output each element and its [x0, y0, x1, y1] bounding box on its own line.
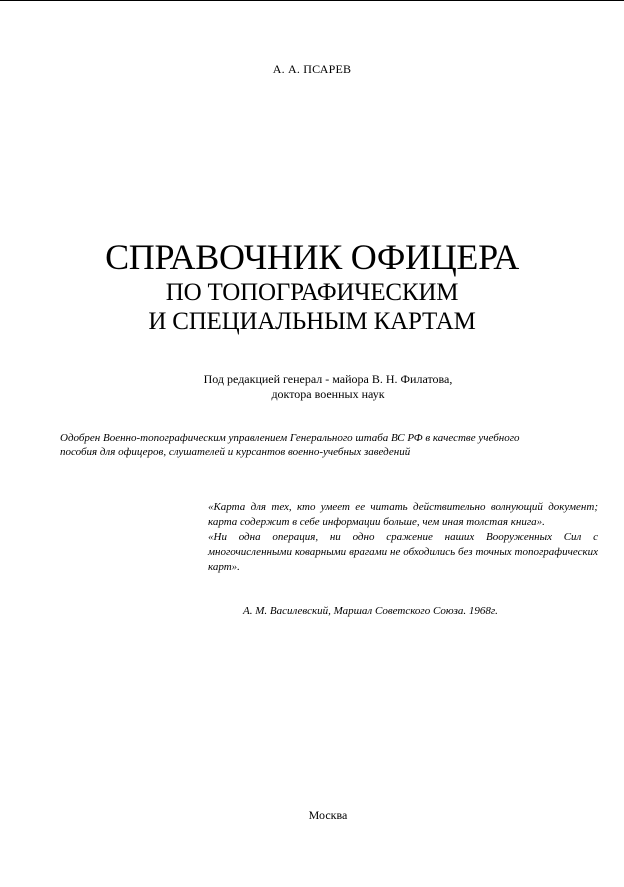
title-line-2: ПО ТОПОГРАФИЧЕСКИМ — [165, 279, 459, 306]
editor-line-1: Под редакцией генерал - майора В. Н. Филатова, — [203, 372, 453, 386]
author-name: А. А. ПСАРЕВ — [272, 62, 352, 76]
epigraph-attribution: А. М. Василевский, Маршал Советского Союза. 1968г. — [243, 605, 498, 617]
approval-line-2: пособия для офицеров, слушателей и курсантов военно-учебных заведений — [60, 446, 411, 458]
epigraph-quote-1: «Карта для тех, кто умеет ее читать действительно волнующий документ; карта содержит в себе информации больше, чем иная толстая книга». — [208, 501, 598, 528]
approval-note — [60, 431, 600, 459]
editor-credit — [0, 372, 624, 402]
top-rule — [0, 0, 624, 1]
book-title — [0, 236, 624, 336]
title-line-3: И СПЕЦИАЛЬНЫМ КАРТАМ — [148, 308, 476, 335]
approval-line-1: Одобрен Военно-топографическим управлением Генерального штаба ВС РФ в качестве учебного — [60, 432, 520, 444]
title-line-1: СПРАВОЧНИК ОФИЦЕРА — [105, 237, 519, 277]
editor-line-2: доктора военных наук — [271, 387, 385, 401]
epigraph — [208, 500, 598, 575]
publication-city: Москва — [308, 808, 348, 822]
epigraph-quote-2: «Ни одна операция, ни одно сражение наших Вооруженных Сил с многочисленными коварными врагами не обходились без точных топографических карт». — [208, 531, 598, 573]
